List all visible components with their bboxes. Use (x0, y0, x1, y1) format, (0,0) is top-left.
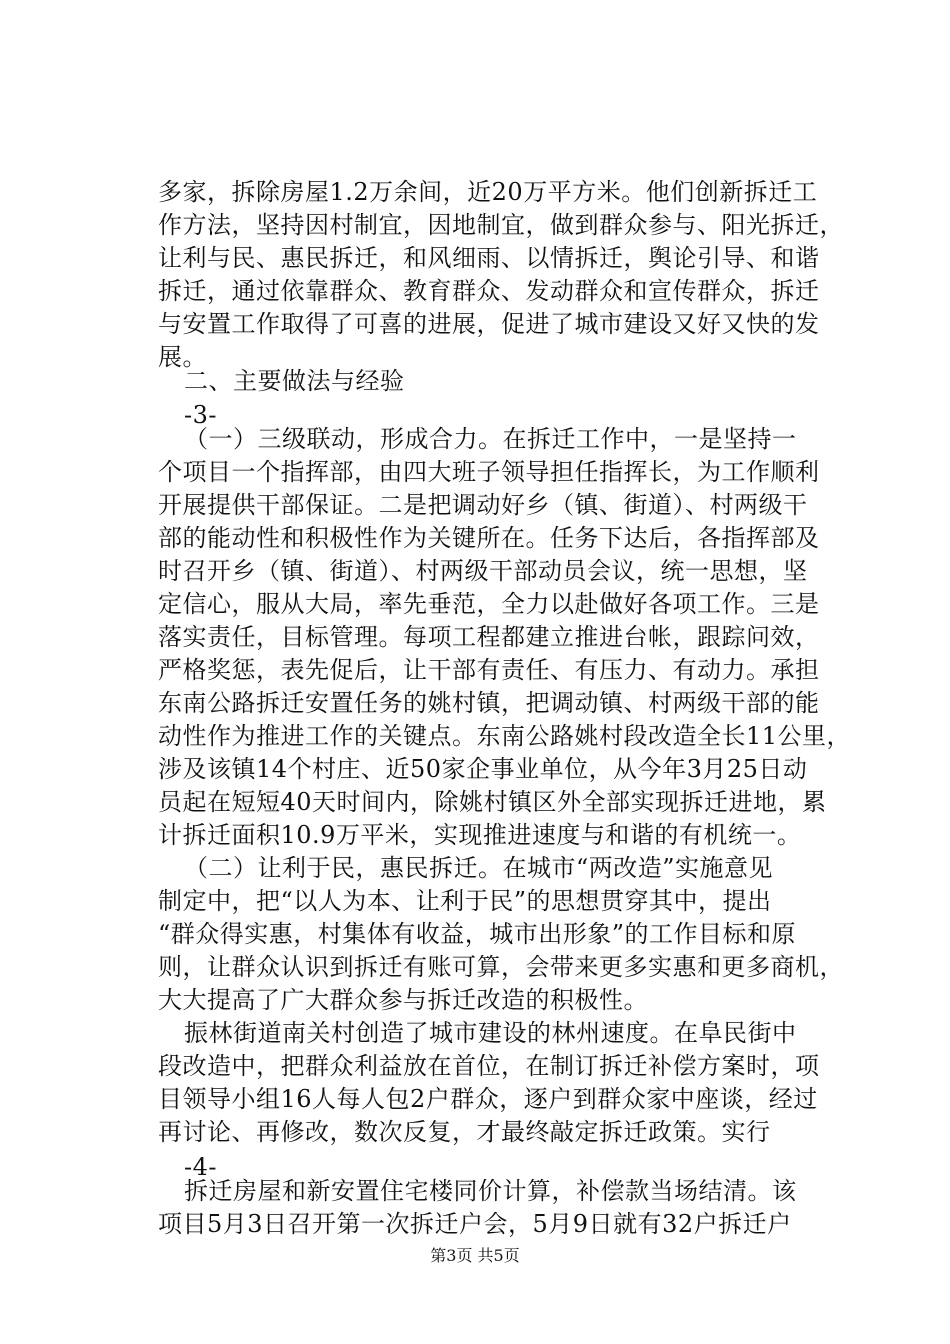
body-line: 员起在短短40天时间内，除姚村镇区外全部实现拆迁进地，累 (158, 788, 827, 816)
body-line: 东南公路拆迁安置任务的姚村镇，把调动镇、村两级干部的能 (158, 689, 820, 717)
body-line: 拆迁，通过依靠群众、教育群众、发动群众和宣传群众，拆迁 (158, 277, 820, 305)
body-line: 再讨论、再修改，数次反复，才最终敲定拆迁政策。实行 (158, 1118, 771, 1146)
body-line: 多家，拆除房屋1.2万余间，近20万平方米。他们创新拆迁工 (158, 178, 818, 206)
body-line: 段改造中，把群众利益放在首位，在制订拆迁补偿方案时，项 (158, 1052, 820, 1080)
page-marker: -3- (184, 401, 217, 429)
body-line: 让利与民、惠民拆迁，和风细雨、以情拆迁，舆论引导、和谐 (158, 244, 820, 272)
body-line: “群众得实惠，村集体有收益，城市出形象”的工作目标和原 (158, 920, 797, 948)
page-marker: -4- (184, 1153, 217, 1181)
body-line: 与安置工作取得了可喜的进展，促进了城市建设又好又快的发 (158, 310, 820, 338)
body-line: 项目5月3日召开第一次拆迁户会，5月9日就有32户拆迁户 (158, 1210, 792, 1238)
body-line: 涉及该镇14个村庄、近50家企事业单位，从今年3月25日动 (158, 755, 808, 783)
body-line: 动性作为推进工作的关键点。东南公路姚村段改造全长11公里， (158, 722, 852, 750)
body-line: 个项目一个指挥部，由四大班子领导担任指挥长，为工作顺利 (158, 458, 820, 486)
body-line: （一）三级联动，形成合力。在拆迁工作中，一是坚持一 (184, 425, 797, 453)
page-footer: 第3页 共5页 (430, 1246, 520, 1265)
body-line: 时召开乡（镇、街道）、村两级干部动员会议，统一思想，坚 (158, 557, 808, 585)
body-line: 目领导小组16人每人包2户群众，逐户到群众家中座谈，经过 (158, 1085, 818, 1113)
body-line: 定信心，服从大局，率先垂范，全力以赴做好各项工作。三是 (158, 590, 820, 618)
body-line: 开展提供干部保证。二是把调动好乡（镇、街道）、村两级干 (158, 491, 808, 519)
body-line: 落实责任，目标管理。每项工程都建立推进台帐，跟踪问效， (158, 623, 820, 651)
body-line: （二）让利于民，惠民拆迁。在城市“两改造”实施意见 (184, 854, 774, 882)
body-line: 则，让群众认识到拆迁有账可算，会带来更多实惠和更多商机， (158, 953, 844, 981)
body-line: 严格奖惩，表先促后，让干部有责任、有压力、有动力。承担 (158, 656, 820, 684)
body-line: 拆迁房屋和新安置住宅楼同价计算，补偿款当场结清。该 (184, 1177, 797, 1205)
body-line: 作方法，坚持因村制宜，因地制宜，做到群众参与、阳光拆迁， (158, 211, 844, 239)
section-heading: 二、主要做法与经验 (184, 367, 405, 395)
body-line: 展。 (158, 343, 207, 371)
body-line: 大大提高了广大群众参与拆迁改造的积极性。 (158, 986, 648, 1014)
body-line: 部的能动性和积极性作为关键所在。任务下达后，各指挥部及 (158, 524, 820, 552)
body-line: 振林街道南关村创造了城市建设的林州速度。在阜民街中 (184, 1019, 797, 1047)
body-line: 计拆迁面积10.9万平米，实现推进速度与和谐的有机统一。 (158, 821, 802, 849)
body-line: 制定中，把“以人为本、让利于民”的思想贯穿其中，提出 (158, 887, 772, 915)
